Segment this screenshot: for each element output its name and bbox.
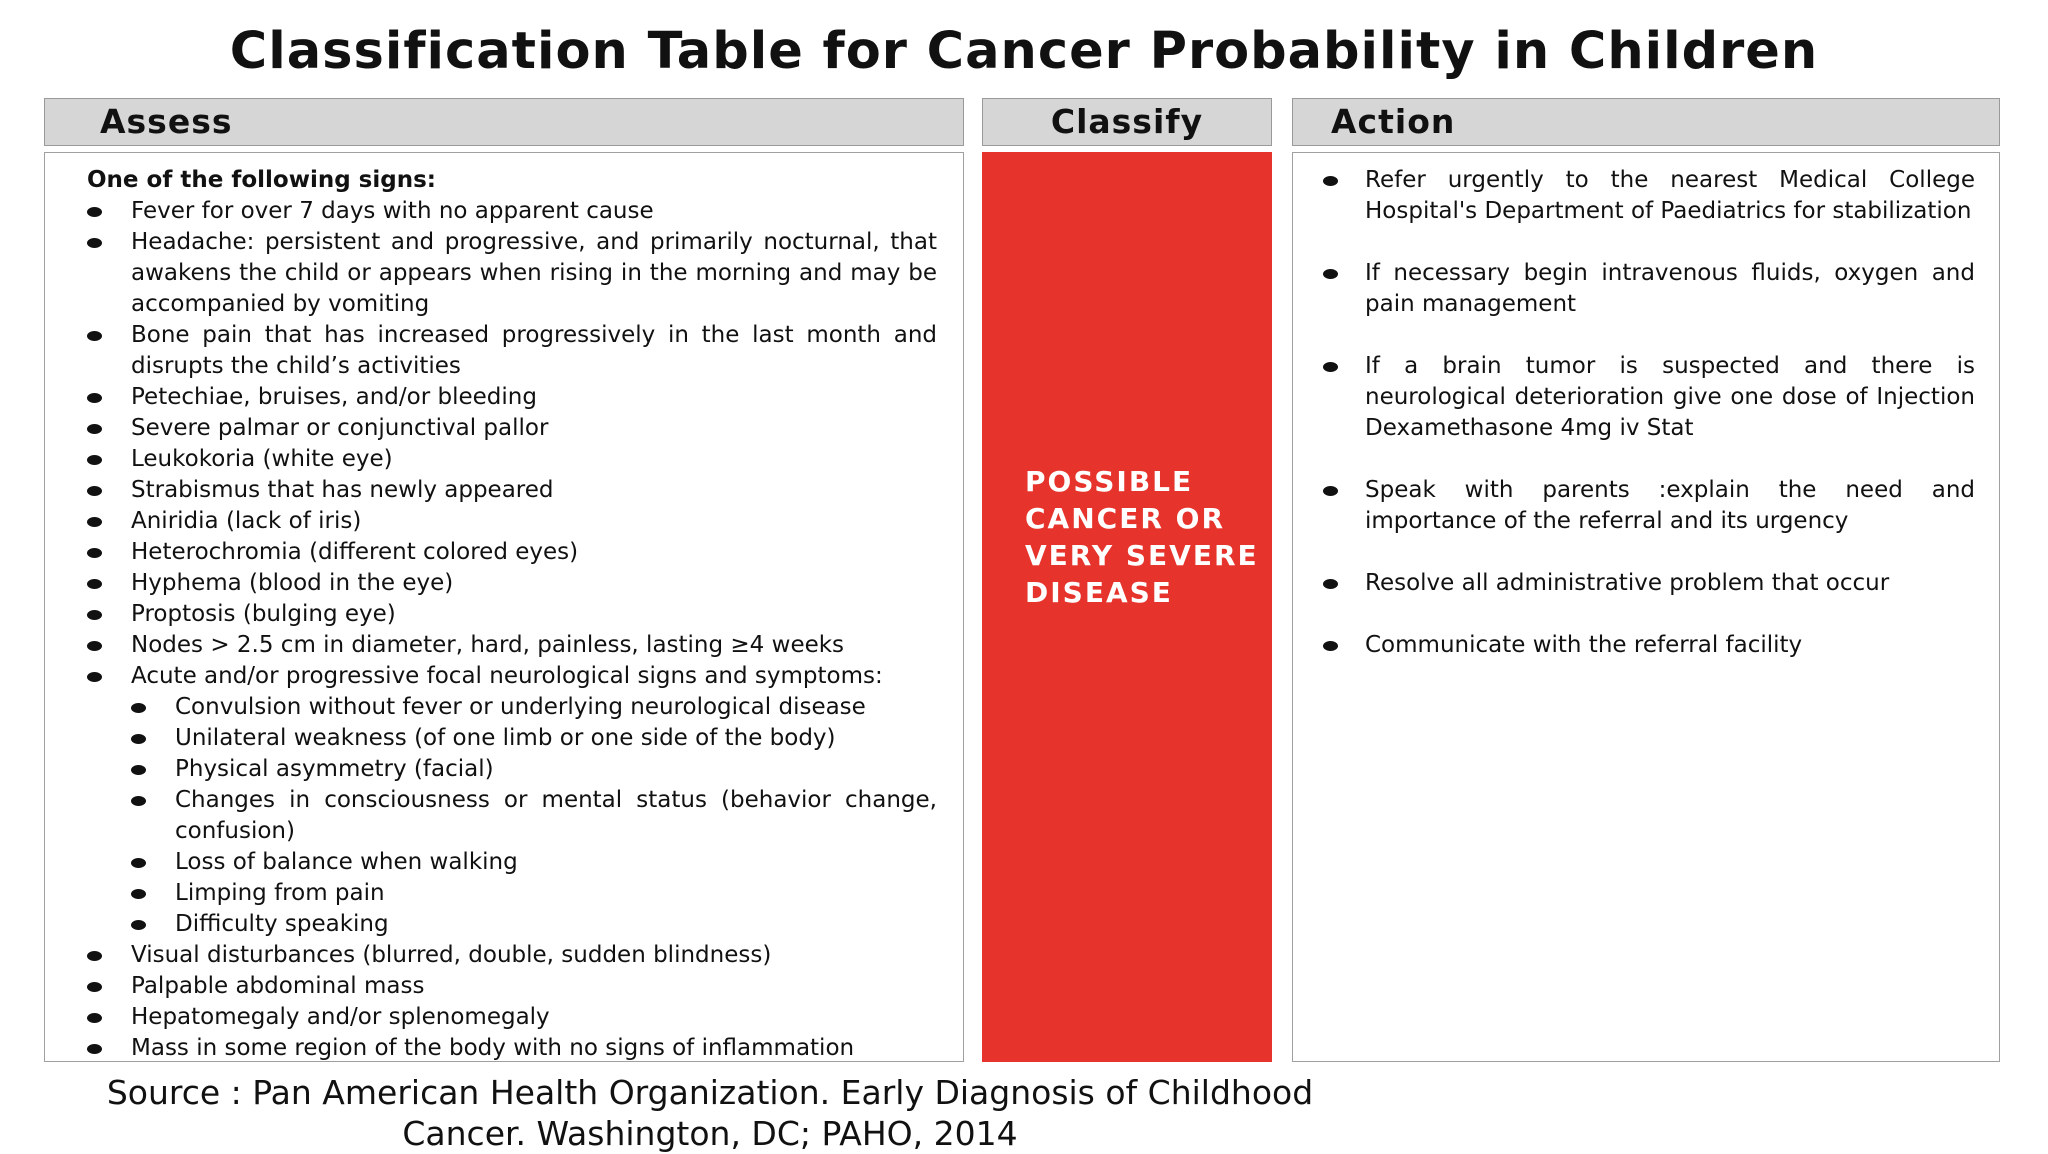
action-item: If necessary begin intravenous fluids, oxygen and pain management: [1323, 258, 1975, 320]
source-citation: Source : Pan American Health Organization. Early Diagnosis of Childhood Cancer. Washington, DC; PAHO, 2014: [106, 1073, 1314, 1153]
action-header: Action: [1292, 98, 2000, 146]
sign-item: Proptosis (bulging eye): [87, 599, 937, 630]
sign-item: Visual disturbances (blurred, double, sudden blindness): [87, 940, 937, 971]
sign-item: Nodes > 2.5 cm in diameter, hard, painless, lasting ≥4 weeks: [87, 630, 937, 661]
sign-item: Hyphema (blood in the eye): [87, 568, 937, 599]
page-title: Classification Table for Cancer Probability in Children: [229, 22, 1819, 81]
sign-item: Hepatomegaly and/or splenomegaly: [87, 1002, 937, 1033]
neuro-subsigns-list: [87, 692, 937, 940]
action-item: Speak with parents :explain the need and importance of the referral and its urgency: [1323, 475, 1975, 537]
signs-list-continued: [87, 940, 937, 1064]
sign-item: Aniridia (lack of iris): [87, 506, 937, 537]
sign-item: Headache: persistent and progressive, and primarily nocturnal, that awakens the child or appears when rising in the morning and may be accompanied by vomiting: [87, 227, 937, 320]
sign-item: Mass in some region of the body with no signs of inflammation: [87, 1033, 937, 1064]
assess-column: [44, 152, 964, 1062]
sign-item: Leukokoria (white eye): [87, 444, 937, 475]
action-item: Communicate with the referral facility: [1323, 630, 1975, 661]
classify-header: Classify: [982, 98, 1272, 146]
subsign-item: Loss of balance when walking: [131, 847, 937, 878]
sign-item: Bone pain that has increased progressively in the last month and disrupts the child’s activities: [87, 320, 937, 382]
classification-label: POSSIBLE CANCER OR VERY SEVERE DISEASE: [1025, 465, 1259, 609]
sign-item: Acute and/or progressive focal neurological signs and symptoms:: [87, 661, 937, 692]
assess-lead: One of the following signs:: [87, 167, 436, 193]
sign-item: Strabismus that has newly appeared: [87, 475, 937, 506]
sign-item: Fever for over 7 days with no apparent cause: [87, 196, 937, 227]
classify-column: [982, 152, 1272, 1062]
sign-item: Palpable abdominal mass: [87, 971, 937, 1002]
actions-list: [1323, 165, 1975, 661]
sign-item: Severe palmar or conjunctival pallor: [87, 413, 937, 444]
subsign-item: Changes in consciousness or mental status (behavior change, confusion): [131, 785, 937, 847]
sign-item: Petechiae, bruises, and/or bleeding: [87, 382, 937, 413]
subsign-item: Physical asymmetry (facial): [131, 754, 937, 785]
subsign-item: Limping from pain: [131, 878, 937, 909]
assess-header: Assess: [44, 98, 964, 146]
action-item: If a brain tumor is suspected and there is neurological deterioration give one dose of Injection Dexamethasone 4mg iv Stat: [1323, 351, 1975, 444]
action-item: Refer urgently to the nearest Medical College Hospital's Department of Paediatrics for stabilization: [1323, 165, 1975, 227]
subsign-item: Convulsion without fever or underlying neurological disease: [131, 692, 937, 723]
subsign-item: Unilateral weakness (of one limb or one side of the body): [131, 723, 937, 754]
signs-list: [87, 196, 937, 692]
action-item: Resolve all administrative problem that occur: [1323, 568, 1975, 599]
action-column: [1292, 152, 2000, 1062]
sign-item: Heterochromia (different colored eyes): [87, 537, 937, 568]
subsign-item: Difficulty speaking: [131, 909, 937, 940]
